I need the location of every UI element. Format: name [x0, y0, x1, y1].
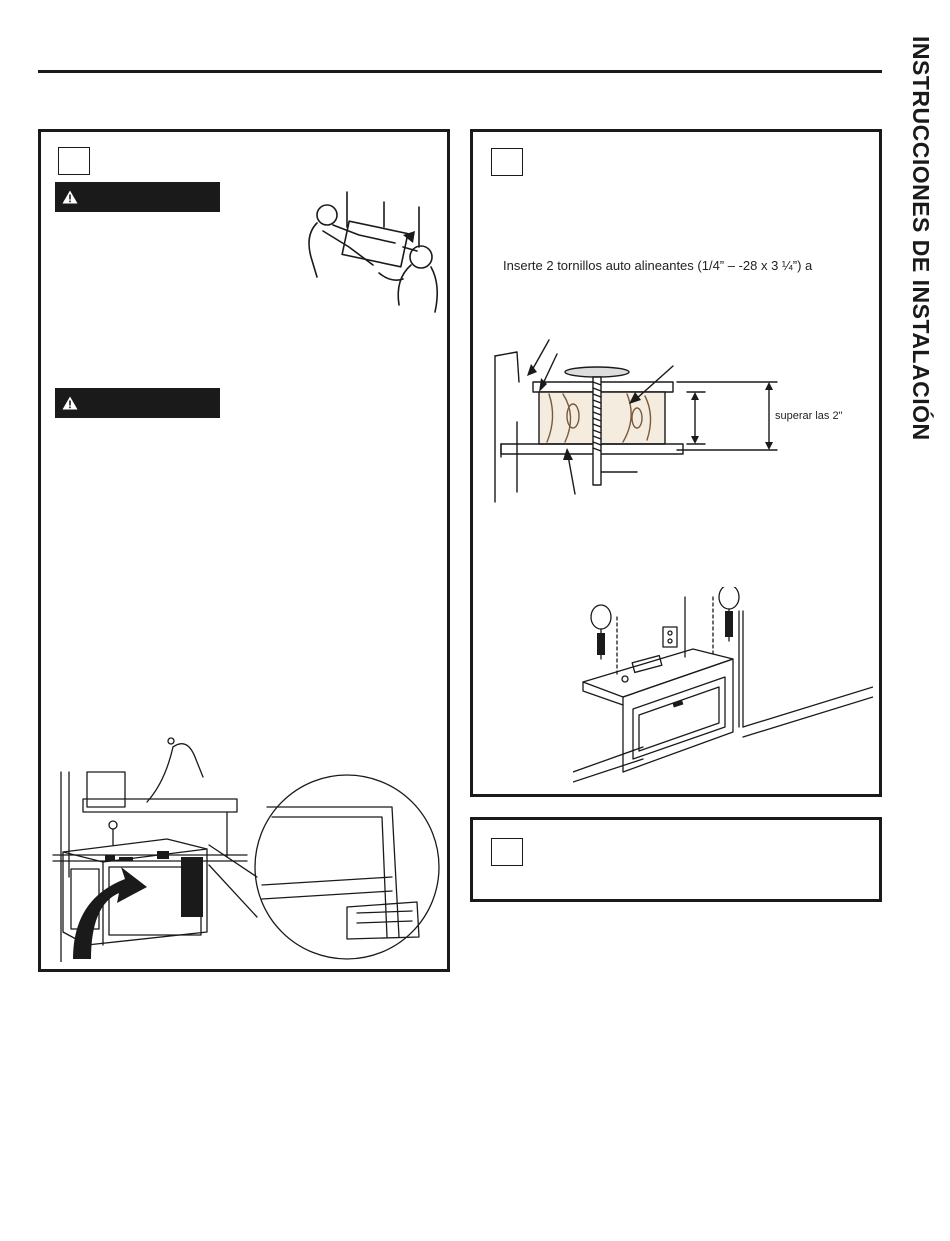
- cabinet-bolt-placement-illustration: [573, 587, 873, 792]
- right-step-panel: [470, 129, 882, 797]
- warning-bar: [55, 182, 220, 212]
- warning-triangle-icon: [62, 396, 78, 410]
- microwave-tilt-illustration: [47, 727, 447, 962]
- curved-arrow-icon: [73, 867, 147, 959]
- caution-bar: [55, 388, 220, 418]
- dimension-label: superar las 2": [775, 410, 843, 422]
- two-person-lift-illustration: [299, 187, 444, 317]
- warning-triangle-icon: [62, 190, 78, 204]
- side-title-text: INSTRUCCIONES DE INSTALACIÓN: [908, 36, 934, 441]
- top-rule: [38, 70, 882, 73]
- step-number-box: [491, 838, 523, 866]
- step-number-box: [58, 147, 90, 175]
- left-step-panel: [38, 129, 450, 972]
- side-title: [900, 36, 944, 596]
- bolt-cross-section-diagram: [487, 332, 787, 512]
- instruction-text: Inserte 2 tornillos auto alineantes (1/4” – -28 x 3 ¼”) a: [503, 258, 813, 273]
- right-next-step-panel: [470, 817, 882, 902]
- step-number-box: [491, 148, 523, 176]
